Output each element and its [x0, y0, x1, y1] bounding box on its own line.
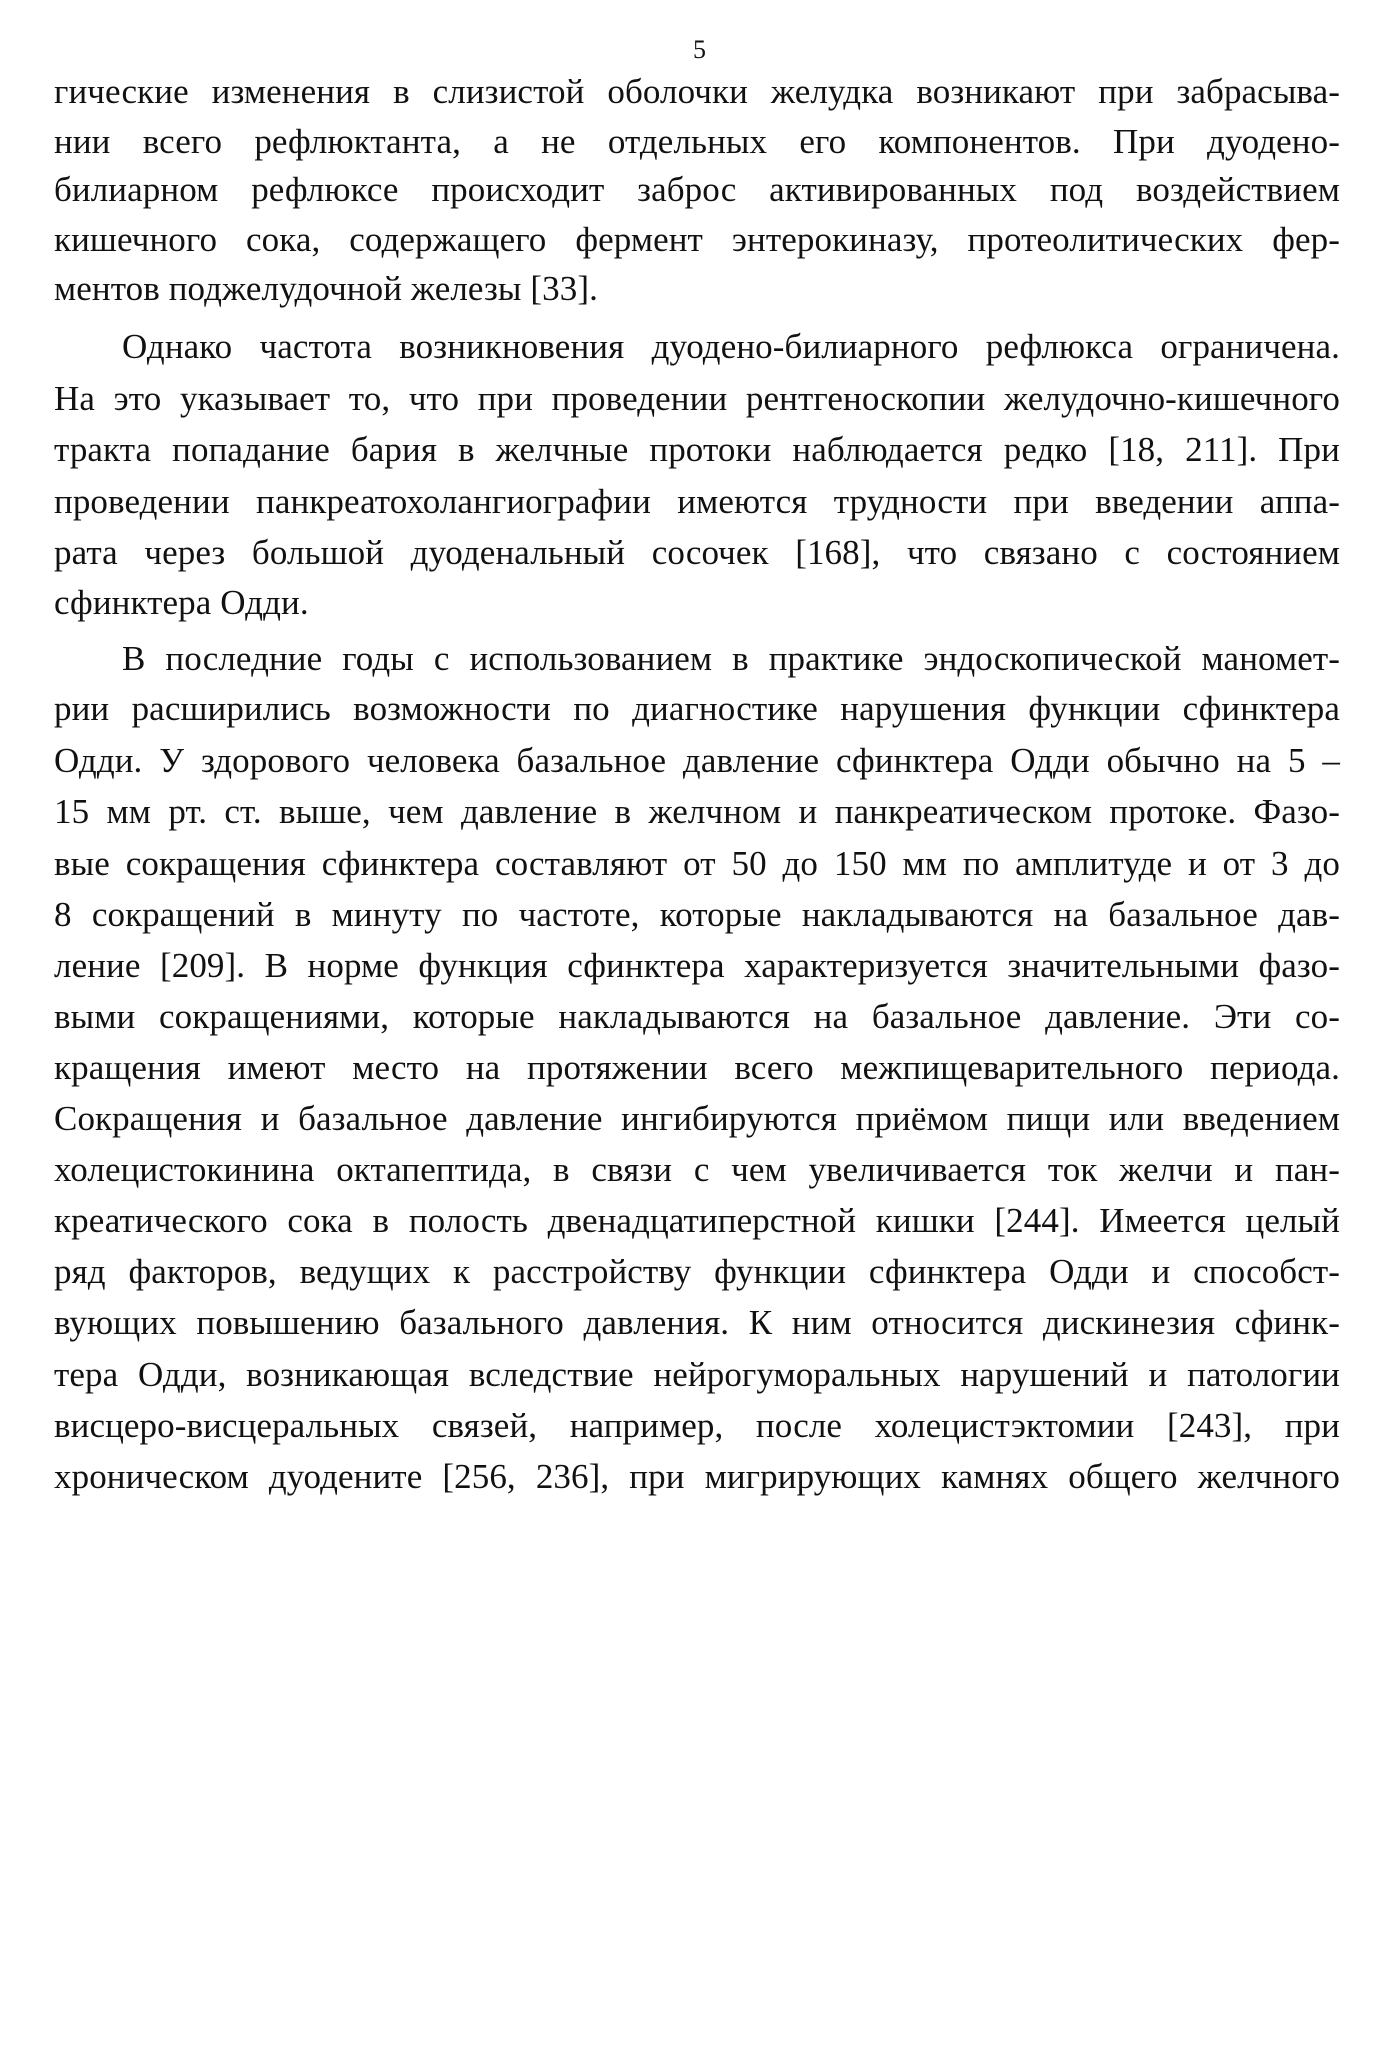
text-line: 15 мм рт. ст. выше, чем давление в желчном и панкреатическом протоке. Фазо- [54, 792, 1340, 831]
text-line: ментов поджелудочной железы [33]. [54, 269, 598, 308]
text-line: кращения имеют место на протяжении всего межпищеварительного периода. [54, 1048, 1340, 1087]
text-line: В последние годы с использованием в практике эндоскопической маномет- [122, 639, 1340, 678]
text-line: ление [209]. В норме функция сфинктера характеризуется значительными фазо- [54, 946, 1340, 985]
text-line: хроническом дуодените [256, 236], при мигрирующих камнях общего желчного [54, 1457, 1340, 1496]
text-line: гические изменения в слизистой оболочки желудка возникают при забрасыва- [54, 72, 1340, 111]
text-line: рии расширились возможности по диагностике нарушения функции сфинктера [54, 689, 1340, 728]
text-line: выми сокращениями, которые накладываются на базальное давление. Эти со- [54, 997, 1340, 1036]
text-line: Одди. У здорового человека базальное давление сфинктера Одди обычно на 5 – [54, 741, 1340, 780]
text-line: вующих повышению базального давления. К ним относится дискинезия сфинк- [54, 1303, 1340, 1342]
text-line: билиарном рефлюксе происходит заброс активированных под воздействием [54, 170, 1340, 209]
text-line: 8 сокращений в минуту по частоте, которые накладываются на базальное дав- [54, 895, 1340, 934]
text-line: ряд факторов, ведущих к расстройству функции сфинктера Одди и способст- [54, 1252, 1340, 1291]
text-line: кишечного сока, содержащего фермент энтерокиназу, протеолитических фер- [54, 220, 1340, 259]
text-line: холецистокинина октапептида, в связи с чем увеличивается ток желчи и пан- [54, 1150, 1340, 1189]
text-line: На это указывает то, что при проведении рентгеноскопии желудочно-кишечного [54, 379, 1340, 418]
page-number: 5 [693, 35, 706, 64]
text-line: висцеро-висцеральных связей, например, после холецистэктомии [243], при [54, 1406, 1340, 1445]
text-line: креатического сока в полость двенадцатиперстной кишки [244]. Имеется целый [54, 1201, 1340, 1240]
text-line: сфинктера Одди. [54, 583, 309, 622]
text-line: нии всего рефлюктанта, а не отдельных его компонентов. При дуодено- [54, 122, 1340, 161]
text-line: проведении панкреатохолангиографии имеются трудности при введении аппа- [54, 482, 1340, 521]
text-line: вые сокращения сфинктера составляют от 50 до 150 мм по амплитуде и от 3 до [54, 844, 1340, 883]
text-line: рата через большой дуоденальный сосочек [168], что связано с состоянием [54, 533, 1340, 572]
text-line: Сокращения и базальное давление ингибируются приёмом пищи или введением [54, 1099, 1340, 1138]
text-line: тера Одди, возникающая вследствие нейрогуморальных нарушений и патологии [54, 1355, 1340, 1394]
text-line: Однако частота возникновения дуодено-билиарного рефлюкса ограничена. [122, 327, 1340, 366]
text-line: тракта попадание бария в желчные протоки наблюдается редко [18, 211]. При [54, 430, 1340, 469]
